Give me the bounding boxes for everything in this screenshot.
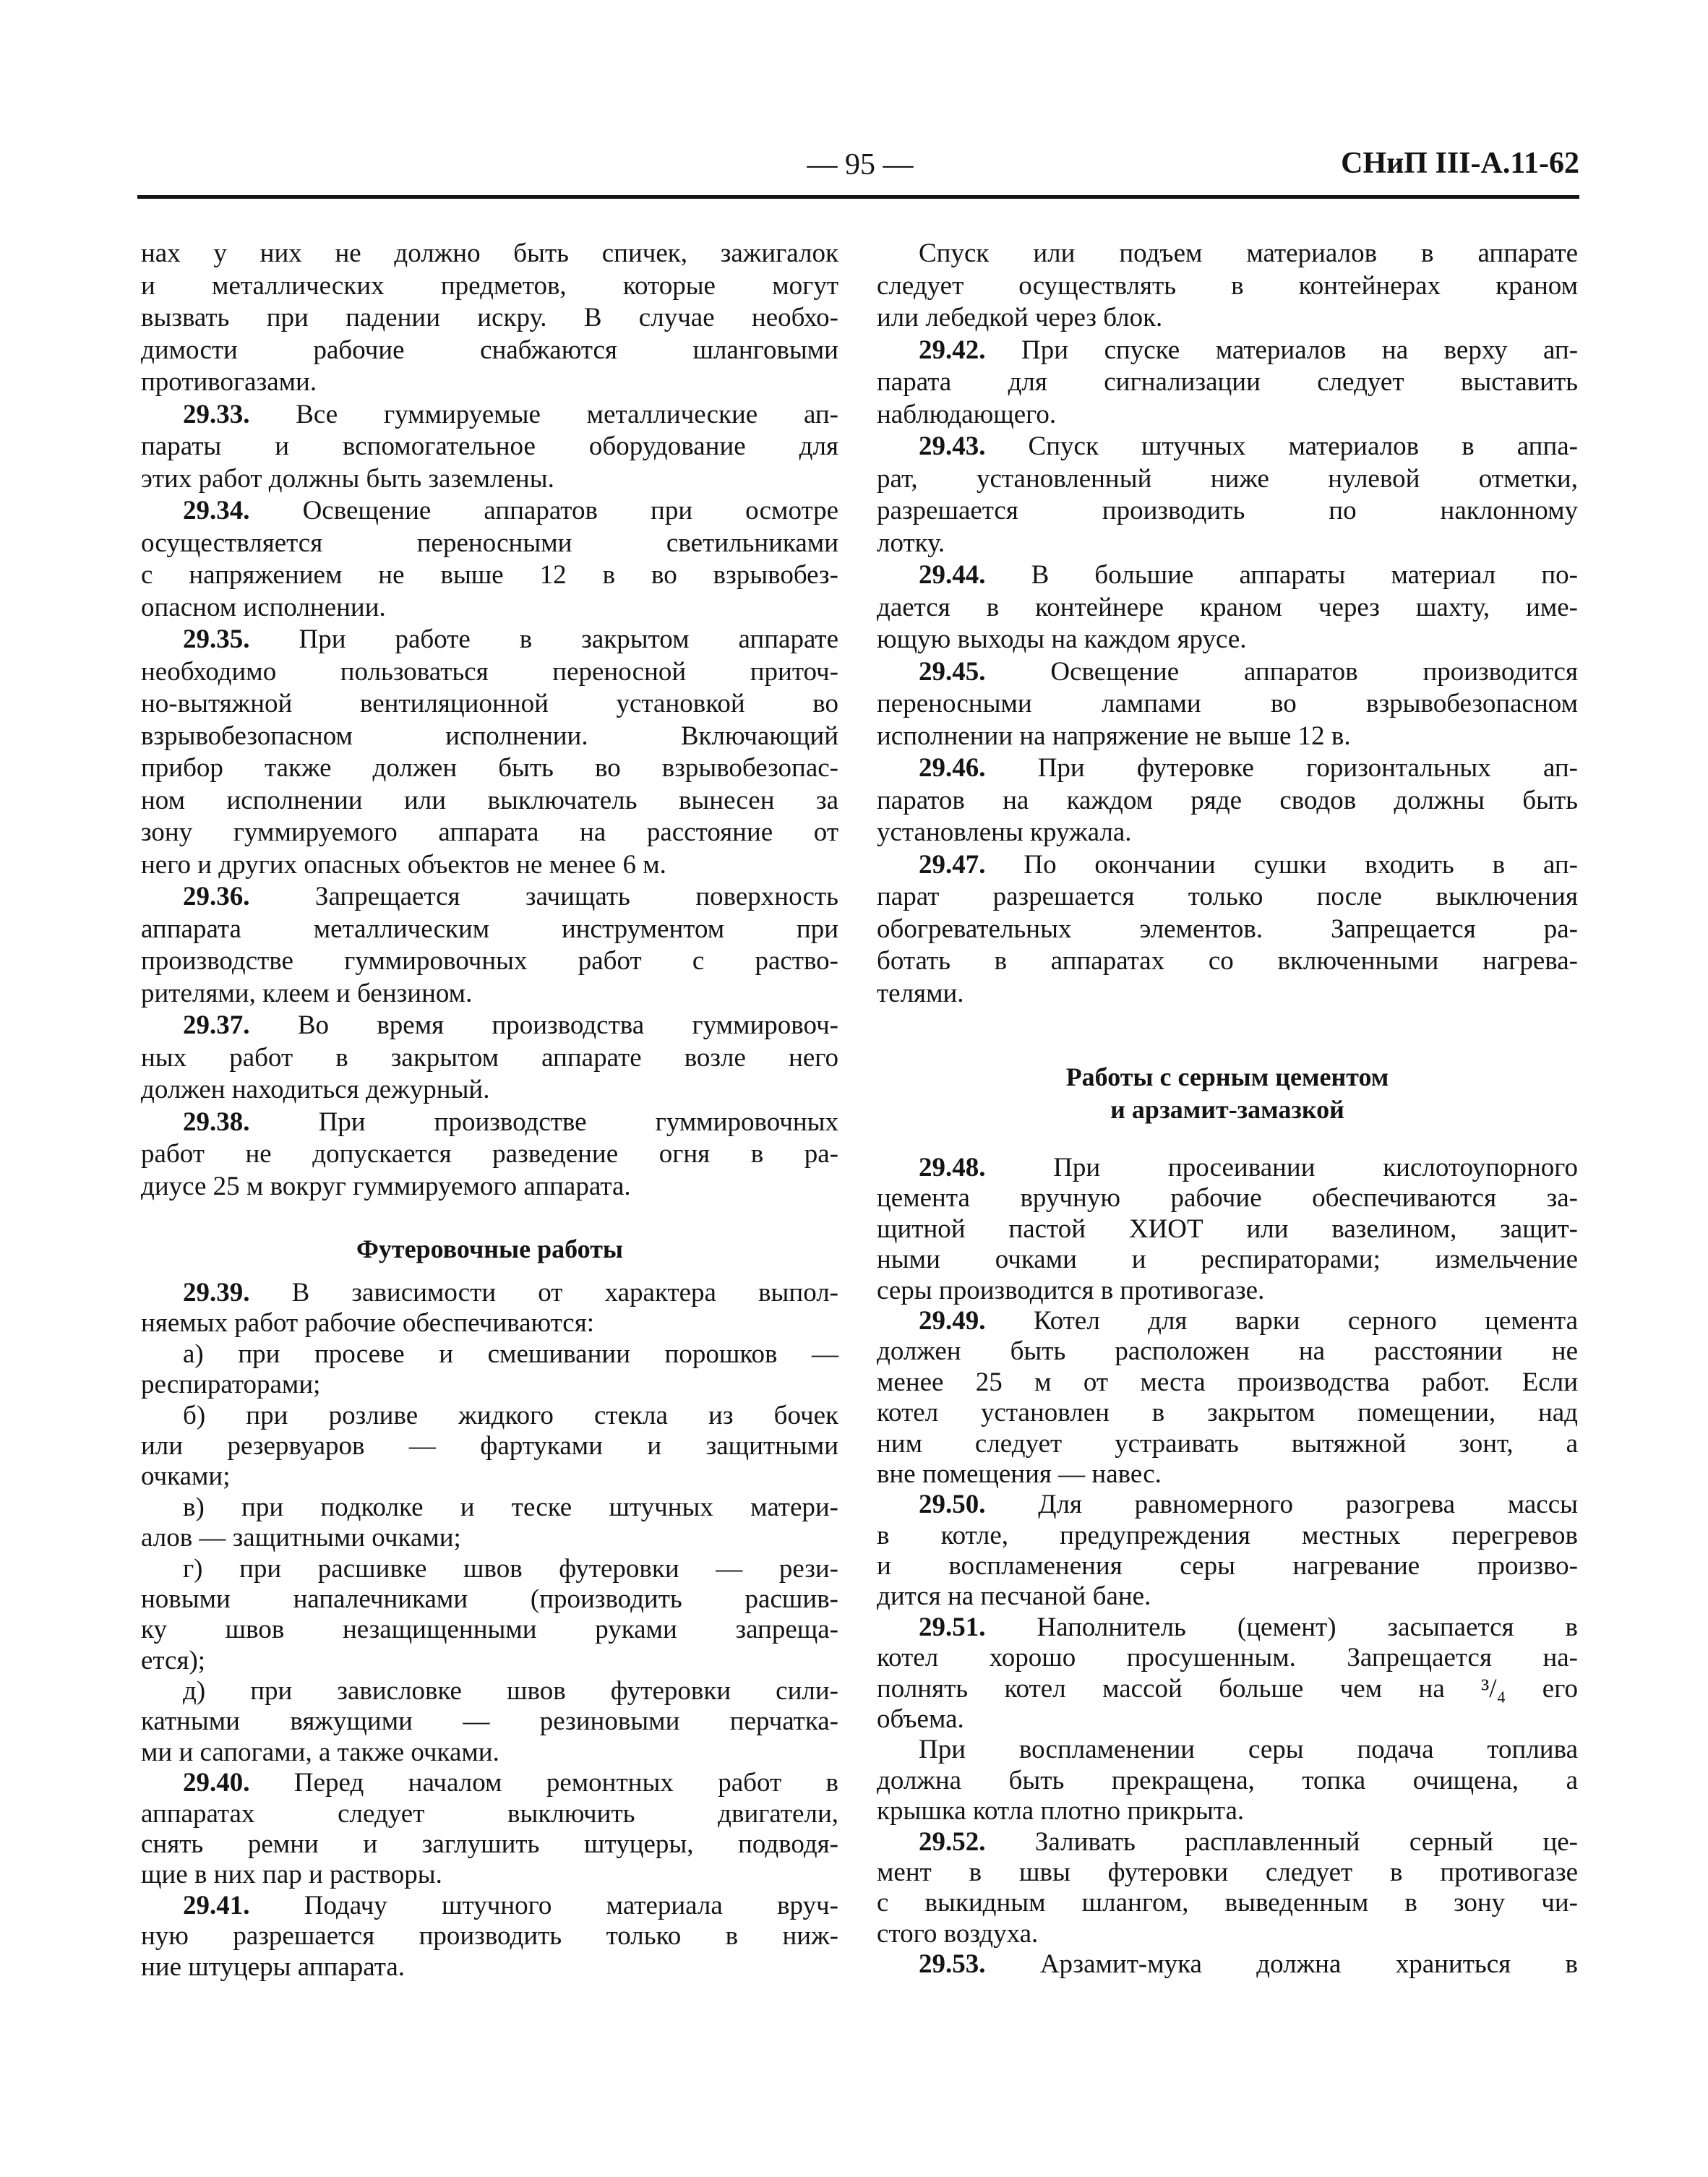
clause-29.53	[877, 1949, 1578, 1980]
clause-number: 29.41.	[183, 1890, 250, 1920]
text-line	[877, 1888, 1578, 1918]
text-line	[877, 881, 1578, 914]
line-text: алов — защитными очками;	[141, 1523, 461, 1553]
line-text: установлены кружала.	[877, 817, 1132, 847]
line-text: ных работ в закрытом аппарате возле него	[141, 1042, 838, 1073]
text-line	[141, 1768, 838, 1798]
line-text: Котел для варки серного цемента	[1033, 1305, 1578, 1336]
text-line	[141, 1461, 838, 1492]
text-line	[877, 270, 1578, 303]
text-line	[141, 463, 838, 496]
line-text: При спуске материалов на верху ап-	[1021, 335, 1579, 365]
line-text: или лебедкой через блок.	[877, 303, 1163, 332]
line-text: взрывобезопасном исполнении. Включающий	[141, 721, 838, 751]
text-line	[141, 1523, 838, 1553]
section-heading-lining	[141, 1233, 838, 1266]
clause-number: 29.36.	[183, 882, 250, 911]
text-line	[877, 945, 1578, 978]
paragraph	[877, 1735, 1578, 1826]
clause-29.45	[877, 656, 1578, 753]
line-text: прибор также должен быть во взрывобезопас-	[141, 753, 838, 783]
line-text: обогревательных элементов. Запрещается ра-	[877, 914, 1578, 944]
text-line	[141, 1829, 838, 1860]
clause-number: 29.51.	[919, 1612, 986, 1642]
clause-29.52	[877, 1827, 1578, 1950]
line-text: Наполнитель (цемент) засыпается в	[1037, 1612, 1578, 1642]
text-line	[141, 559, 838, 592]
paragraph	[141, 1339, 838, 1401]
text-line	[141, 592, 838, 624]
clause-29.33	[141, 399, 838, 496]
line-text: диусе 25 м вокруг гуммируемого аппарата.	[141, 1171, 631, 1201]
line-text: ми и сапогами, а также очками.	[141, 1737, 499, 1767]
text-line	[877, 592, 1578, 624]
text-line	[877, 1490, 1578, 1520]
line-text: серы производится в противогазе.	[877, 1275, 1265, 1305]
text-line	[877, 1214, 1578, 1245]
line-text: котел хорошо просушенным. Запрещается на-	[877, 1643, 1578, 1673]
text-line	[877, 752, 1578, 785]
line-text: дится на песчаной бане.	[877, 1581, 1151, 1612]
line-text: д) при зависловке швов футеровки сили-	[183, 1676, 838, 1706]
text-line	[141, 1554, 838, 1584]
text-line	[141, 335, 838, 367]
text-line	[141, 1706, 838, 1737]
line-text: дается в контейнере краном через шахту, име-	[877, 592, 1578, 622]
line-text: стого воздуха.	[877, 1918, 1039, 1949]
line-text: вызвать при падении искру. В случае необхо-	[141, 303, 838, 332]
line-text: парат разрешается только после выключения	[877, 882, 1578, 911]
text-line	[141, 1171, 838, 1203]
text-line	[141, 945, 838, 978]
text-line	[141, 1676, 838, 1706]
line-text: Все гуммируемые металлические ап-	[296, 399, 838, 429]
paragraph	[141, 238, 838, 399]
text-line	[141, 785, 838, 817]
text-line	[141, 881, 838, 914]
paragraph	[141, 1554, 838, 1677]
paragraph	[877, 238, 1578, 335]
paragraph	[141, 1401, 838, 1493]
line-text: Освещение аппаратов производится	[1050, 656, 1579, 687]
text-line	[877, 1613, 1578, 1643]
text-line	[141, 1921, 838, 1951]
clause-number: 29.52.	[919, 1826, 986, 1857]
text-line	[877, 1827, 1578, 1858]
line-text: исполнении на напряжение не выше 12 в.	[877, 721, 1351, 751]
text-line	[141, 528, 838, 560]
clause-number: 29.34.	[183, 496, 250, 525]
text-line	[141, 1042, 838, 1075]
line-text: ним следует устраивать вытяжной зонт, а	[877, 1428, 1578, 1459]
line-text: щитной пастой ХИОТ или вазелином, защит-	[877, 1214, 1578, 1244]
line-text: и металлических предметов, которые могут	[141, 270, 838, 301]
line-text: котел установлен в закрытом помещении, над	[877, 1398, 1578, 1428]
line-text: новыми напалечниками (производить расшив-	[141, 1584, 838, 1614]
text-line	[877, 366, 1578, 399]
text-line	[877, 1919, 1578, 1949]
text-line	[877, 431, 1578, 463]
text-line	[141, 1860, 838, 1890]
line-text: Подачу штучного материала вруч-	[304, 1890, 838, 1920]
line-text: Во время производства гуммировоч-	[297, 1010, 839, 1040]
text-line	[141, 1615, 838, 1645]
line-text: ку швов незащищенными руками запреща-	[141, 1615, 838, 1645]
text-line	[141, 1010, 838, 1042]
line-text: Перед началом ремонтных работ в	[293, 1768, 838, 1798]
text-line	[141, 1891, 838, 1921]
line-text: рителями, клеем и бензином.	[141, 978, 473, 1008]
line-text: Запрещается зачищать поверхность	[314, 882, 838, 911]
line-text: ние штуцеры аппарата.	[141, 1951, 405, 1982]
text-line	[877, 849, 1578, 882]
line-text: Заливать расплавленный серный це-	[1034, 1826, 1578, 1857]
text-line	[877, 495, 1578, 528]
line-text: зону гуммируемого аппарата на расстояние от	[141, 817, 838, 847]
text-line	[141, 624, 838, 656]
clause-number: 29.37.	[183, 1010, 250, 1040]
text-line	[877, 1183, 1578, 1214]
text-line	[141, 1107, 838, 1139]
line-text: В зависимости от характера выпол-	[291, 1278, 838, 1308]
line-text: ботать в аппаратах со включенными нагрева-	[877, 946, 1578, 976]
line-text: переносными лампами во взрывобезопасном	[877, 689, 1578, 718]
line-text: с напряжением не выше 12 в во взрывобез-	[141, 560, 838, 590]
text-line	[141, 1738, 838, 1768]
clause-29.41	[141, 1891, 838, 1983]
text-line	[877, 1429, 1578, 1459]
line-text: осуществляется переносными светильниками	[141, 528, 838, 558]
clause-29.44	[877, 559, 1578, 656]
text-line	[877, 978, 1578, 1010]
text-line	[877, 1704, 1578, 1735]
line-text: объема.	[877, 1704, 964, 1735]
text-line	[877, 1674, 1578, 1704]
line-text: Для равномерного разогрева массы	[1038, 1490, 1579, 1520]
clause-number: 29.49.	[919, 1305, 986, 1336]
text-line	[877, 817, 1578, 849]
clause-number: 29.47.	[919, 849, 986, 880]
text-line	[877, 399, 1578, 431]
clause-29.37	[141, 1010, 838, 1107]
line-text: г) при расшивке швов футеровки — рези-	[183, 1553, 838, 1584]
line-text: щие в них пар и растворы.	[141, 1860, 442, 1890]
line-text: производстве гуммировочных работ с раство-	[141, 946, 838, 976]
line-text: крышка котла плотно прикрыта.	[877, 1796, 1245, 1826]
clause-29.51	[877, 1613, 1578, 1735]
text-line	[141, 1584, 838, 1615]
text-line	[877, 238, 1578, 270]
line-text: аппаратах следует выключить двигатели,	[141, 1798, 838, 1829]
line-text: При производстве гуммировочных	[318, 1107, 839, 1137]
line-text: мент в швы футеровки следует в противогазе	[877, 1857, 1578, 1887]
line-text: вне помещения — навес.	[877, 1459, 1162, 1489]
line-text: необходимо пользоваться переносной приточ-	[141, 656, 838, 687]
paragraph	[141, 1676, 838, 1768]
clause-29.50	[877, 1490, 1578, 1613]
line-text: параты и вспомогательное оборудование для	[141, 431, 838, 461]
line-text: должен находиться дежурный.	[141, 1075, 490, 1104]
header-rule	[137, 195, 1579, 199]
text-line	[141, 1339, 838, 1370]
text-line	[141, 1138, 838, 1171]
right-column-part2	[877, 1153, 1578, 1980]
text-line	[141, 495, 838, 528]
line-text: очками;	[141, 1461, 231, 1492]
clause-number: 29.35.	[183, 624, 250, 654]
text-line	[877, 1245, 1578, 1275]
text-line	[141, 688, 838, 721]
text-line	[141, 302, 838, 335]
text-line	[141, 817, 838, 849]
line-text: лотку.	[877, 528, 945, 558]
heading-line: Работы с серным цементом	[1065, 1062, 1389, 1091]
document-code: СНиП III-А.11-62	[1341, 147, 1579, 180]
text-line	[141, 238, 838, 270]
text-line	[877, 1276, 1578, 1306]
line-text: него и других опасных объектов не менее 6 м.	[141, 849, 666, 880]
text-line	[141, 1799, 838, 1829]
line-text: При работе в закрытом аппарате	[299, 624, 839, 654]
clause-29.48	[877, 1153, 1578, 1306]
text-line	[141, 1952, 838, 1983]
text-line	[877, 1551, 1578, 1581]
clause-29.49	[877, 1306, 1578, 1490]
text-line	[141, 1431, 838, 1461]
line-text: ном исполнении или выключатель вынесен за	[141, 785, 838, 815]
text-line	[141, 1493, 838, 1523]
line-text: Освещение аппаратов при осмотре	[302, 496, 838, 525]
clause-number: 29.48.	[919, 1153, 986, 1182]
right-column-part1	[877, 238, 1578, 1010]
line-text: ющую выходы на каждом ярусе.	[877, 624, 1247, 654]
line-text: наблюдающего.	[877, 399, 1057, 429]
clause-number: 29.38.	[183, 1107, 250, 1137]
text-line	[877, 1949, 1578, 1980]
line-text: снять ремни и заглушить штуцеры, подводя-	[141, 1829, 838, 1860]
clause-29.47	[877, 849, 1578, 1010]
text-line	[877, 656, 1578, 689]
clause-29.38	[141, 1107, 838, 1203]
line-text: а) при просеве и смешивании порошков —	[183, 1339, 838, 1369]
line-text: нах у них не должно быть спичек, зажигалок	[141, 239, 838, 268]
line-text: Спуск или подъем материалов в аппарате	[919, 239, 1578, 268]
text-line	[877, 1459, 1578, 1490]
text-line	[877, 624, 1578, 656]
clause-29.39	[141, 1278, 838, 1339]
paragraph	[141, 1493, 838, 1554]
line-text: разрешается производить по наклонному	[877, 496, 1578, 525]
text-line	[877, 1766, 1578, 1796]
line-text: респираторами;	[141, 1370, 321, 1400]
clause-29.35	[141, 624, 838, 881]
text-line	[877, 335, 1578, 367]
heading-line: Футеровочные работы	[356, 1235, 623, 1263]
text-line	[141, 399, 838, 431]
line-text: При футеровке горизонтальных ап-	[1037, 753, 1579, 783]
line-text: полнять котел массой больше чем на ³/₄ его	[877, 1673, 1578, 1704]
clause-number: 29.39.	[183, 1278, 250, 1308]
text-line	[877, 688, 1578, 721]
line-text: паратов на каждом ряде сводов должны быть	[877, 785, 1578, 815]
text-line	[141, 1370, 838, 1400]
text-line	[141, 1308, 838, 1339]
text-line	[877, 721, 1578, 753]
clause-number: 29.53.	[919, 1949, 986, 1980]
text-line	[877, 302, 1578, 335]
line-text: катными вяжущими — резиновыми перчатка-	[141, 1706, 838, 1737]
text-line	[141, 431, 838, 463]
text-line	[141, 721, 838, 753]
text-line	[877, 1643, 1578, 1673]
line-text: При просеивании кислотоупорного	[1053, 1153, 1579, 1182]
line-text: или резервуаров — фартуками и защитными	[141, 1430, 838, 1461]
text-line	[877, 1735, 1578, 1765]
page-number: — 95 —	[807, 148, 914, 181]
line-text: но-вытяжной вентиляционной установкой во	[141, 689, 838, 718]
line-text: следует осуществлять в контейнерах краном	[877, 270, 1578, 301]
text-line	[141, 1646, 838, 1676]
text-line	[141, 1074, 838, 1107]
line-text: рат, установленный ниже нулевой отметки,	[877, 463, 1578, 494]
line-text: с выкидным шлангом, выведенным в зону чи-	[877, 1888, 1578, 1918]
line-text: должна быть прекращена, топка очищена, а	[877, 1765, 1578, 1795]
line-text: и воспламенения серы нагревание произво-	[877, 1551, 1578, 1581]
line-text: работ не допускается разведение огня в ра-	[141, 1139, 838, 1169]
line-text: При воспламенении серы подача топлива	[919, 1735, 1578, 1765]
clause-29.42	[877, 335, 1578, 431]
line-text: няемых работ рабочие обеспечиваются:	[141, 1308, 595, 1339]
line-text: этих работ должны быть заземлены.	[141, 463, 554, 494]
text-line	[877, 1153, 1578, 1183]
left-column-part1	[141, 238, 838, 1203]
line-text: в) при подколке и теске штучных матери-	[183, 1492, 838, 1522]
clause-number: 29.46.	[919, 753, 986, 783]
text-line	[877, 785, 1578, 817]
text-line	[877, 1581, 1578, 1612]
line-text: парата для сигнализации следует выставить	[877, 367, 1578, 397]
text-line	[877, 559, 1578, 592]
clause-number: 29.50.	[919, 1490, 986, 1520]
text-line	[877, 463, 1578, 496]
text-line	[877, 1306, 1578, 1336]
text-line	[877, 1398, 1578, 1428]
line-text: По окончании сушки входить в ап-	[1023, 849, 1578, 880]
clause-number: 29.45.	[919, 656, 986, 687]
line-text: Арзамит-мука должна храниться в	[1039, 1949, 1578, 1980]
text-line	[877, 1796, 1578, 1826]
line-text: в котле, предупреждения местных перегревов	[877, 1520, 1578, 1550]
section-heading-sulfur-cement	[877, 1061, 1578, 1126]
text-line	[141, 914, 838, 946]
line-text: опасном исполнении.	[141, 592, 386, 622]
clause-29.43	[877, 431, 1578, 559]
line-text: Спуск штучных материалов в аппа-	[1028, 431, 1578, 461]
left-column-part2	[141, 1278, 838, 1983]
text-line	[877, 1336, 1578, 1367]
text-line	[141, 849, 838, 882]
line-text: противогазами.	[141, 367, 317, 397]
line-text: должен быть расположен на расстоянии не	[877, 1336, 1578, 1367]
text-line	[141, 366, 838, 399]
text-line	[877, 528, 1578, 560]
clause-number: 29.44.	[919, 560, 986, 590]
line-text: ными очками и респираторами; измельчение	[877, 1245, 1578, 1275]
clause-29.36	[141, 881, 838, 1010]
text-line	[141, 978, 838, 1010]
text-line	[141, 270, 838, 303]
clause-number: 29.43.	[919, 431, 986, 461]
text-line	[141, 1278, 838, 1308]
text-line	[141, 656, 838, 689]
line-text: аппарата металлическим инструментом при	[141, 914, 838, 944]
line-text: ную разрешается производить только в ниж-	[141, 1921, 838, 1951]
clause-number: 29.42.	[919, 335, 986, 365]
text-line	[877, 1367, 1578, 1398]
clause-29.40	[141, 1768, 838, 1891]
line-text: телями.	[877, 978, 964, 1008]
line-text: б) при розливе жидкого стекла из бочек	[183, 1400, 838, 1430]
clause-number: 29.33.	[183, 399, 250, 429]
line-text: ется);	[141, 1645, 206, 1675]
clause-29.46	[877, 752, 1578, 849]
text-line	[877, 914, 1578, 946]
line-text: цемента вручную рабочие обеспечиваются за-	[877, 1183, 1578, 1214]
clause-29.34	[141, 495, 838, 624]
text-line	[141, 1401, 838, 1431]
text-line	[877, 1858, 1578, 1888]
line-text: менее 25 м от места производства работ. Если	[877, 1367, 1578, 1397]
text-line	[877, 1521, 1578, 1551]
line-text: В большие аппараты материал по-	[1031, 560, 1578, 590]
line-text: димости рабочие снабжаются шланговыми	[141, 335, 838, 365]
heading-line: и арзамит-замазкой	[1110, 1095, 1344, 1124]
text-line	[141, 752, 838, 785]
clause-number: 29.40.	[183, 1768, 250, 1798]
